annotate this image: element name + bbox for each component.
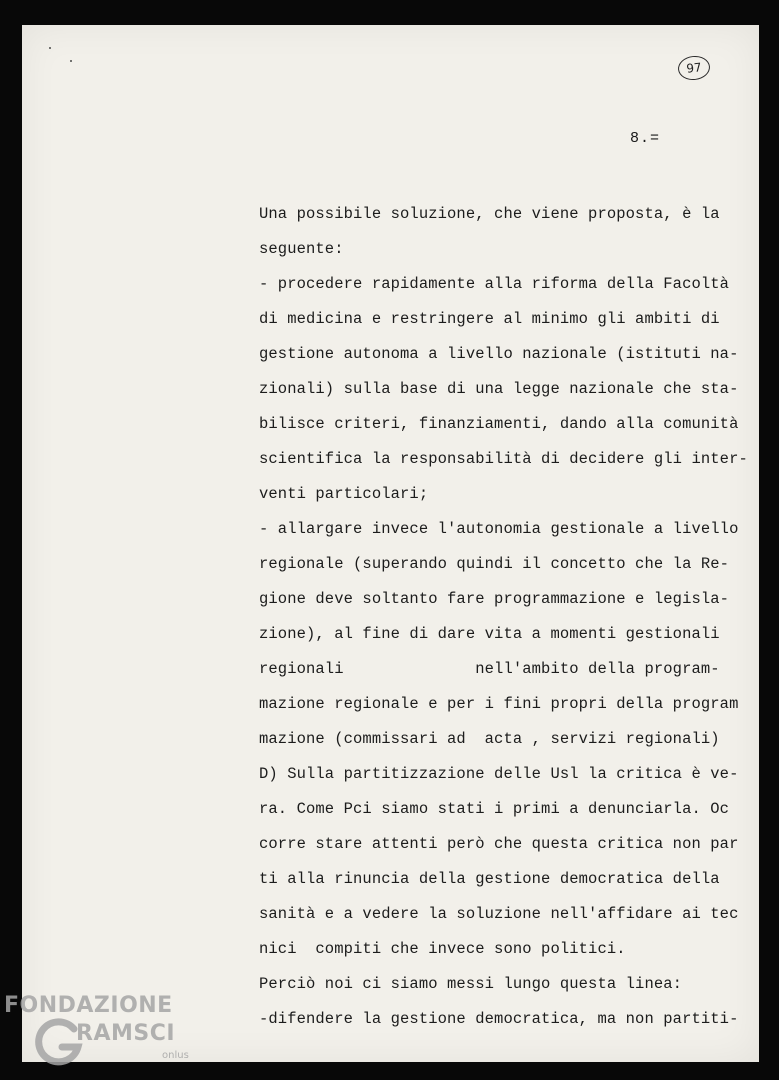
page-number: 8.= [630,130,661,147]
text-line: gestione autonoma a livello nazionale (istituti na- [259,345,739,363]
text-line: Una possibile soluzione, che viene proposta, è la [259,205,720,223]
watermark-line2: RAMSCI [76,1021,176,1046]
text-line: - procedere rapidamente alla riforma della Facoltà [259,275,730,293]
text-line: di medicina e restringere al minimo gli ambiti di [259,310,720,328]
text-line: gione deve soltanto fare programmazione e legisla- [259,590,730,608]
text-line: seguente: [259,240,344,258]
text-line: nici compiti che invece sono politici. [259,940,626,958]
text-line: zionali) sulla base di una legge nazionale che sta- [259,380,739,398]
document-page [22,25,759,1062]
text-line: D) Sulla partitizzazione delle Usl la critica è ve- [259,765,739,783]
text-line: mazione regionale e per i fini propri della program [259,695,739,713]
text-line: - allargare invece l'autonomia gestionale a livello [259,520,739,538]
text-line: regionale (superando quindi il concetto che la Re- [259,555,730,573]
text-line: ti alla rinuncia della gestione democratica della [259,870,720,888]
text-line: regionali nell'ambito della program- [259,660,720,678]
text-line: venti particolari; [259,485,429,503]
text-line: Perciò noi ci siamo messi lungo questa linea: [259,975,683,993]
typewritten-text [259,200,749,1040]
paper-speck [49,47,51,49]
paper-speck [70,60,72,62]
text-line: mazione (commissari ad acta , servizi regionali) [259,730,720,748]
text-line: ra. Come Pci siamo stati i primi a denunciarla. Oc [259,800,730,818]
text-line: scientifica la responsabilità di decidere gli inter- [259,450,748,468]
watermark-suffix: onlus [162,1050,189,1061]
text-line: sanità e a vedere la soluzione nell'affidare ai tec [259,905,739,923]
text-line: zione), al fine di dare vita a momenti gestionali [259,625,720,643]
archive-number-stamp: 97 [677,54,711,81]
text-line: -difendere la gestione democratica, ma non partiti- [259,1010,739,1028]
watermark-line1: FONDAZIONE [4,993,173,1018]
text-line: bilisce criteri, finanziamenti, dando alla comunità [259,415,739,433]
fondazione-gramsci-watermark [4,993,194,1080]
text-line: corre stare attenti però che questa critica non par [259,835,739,853]
